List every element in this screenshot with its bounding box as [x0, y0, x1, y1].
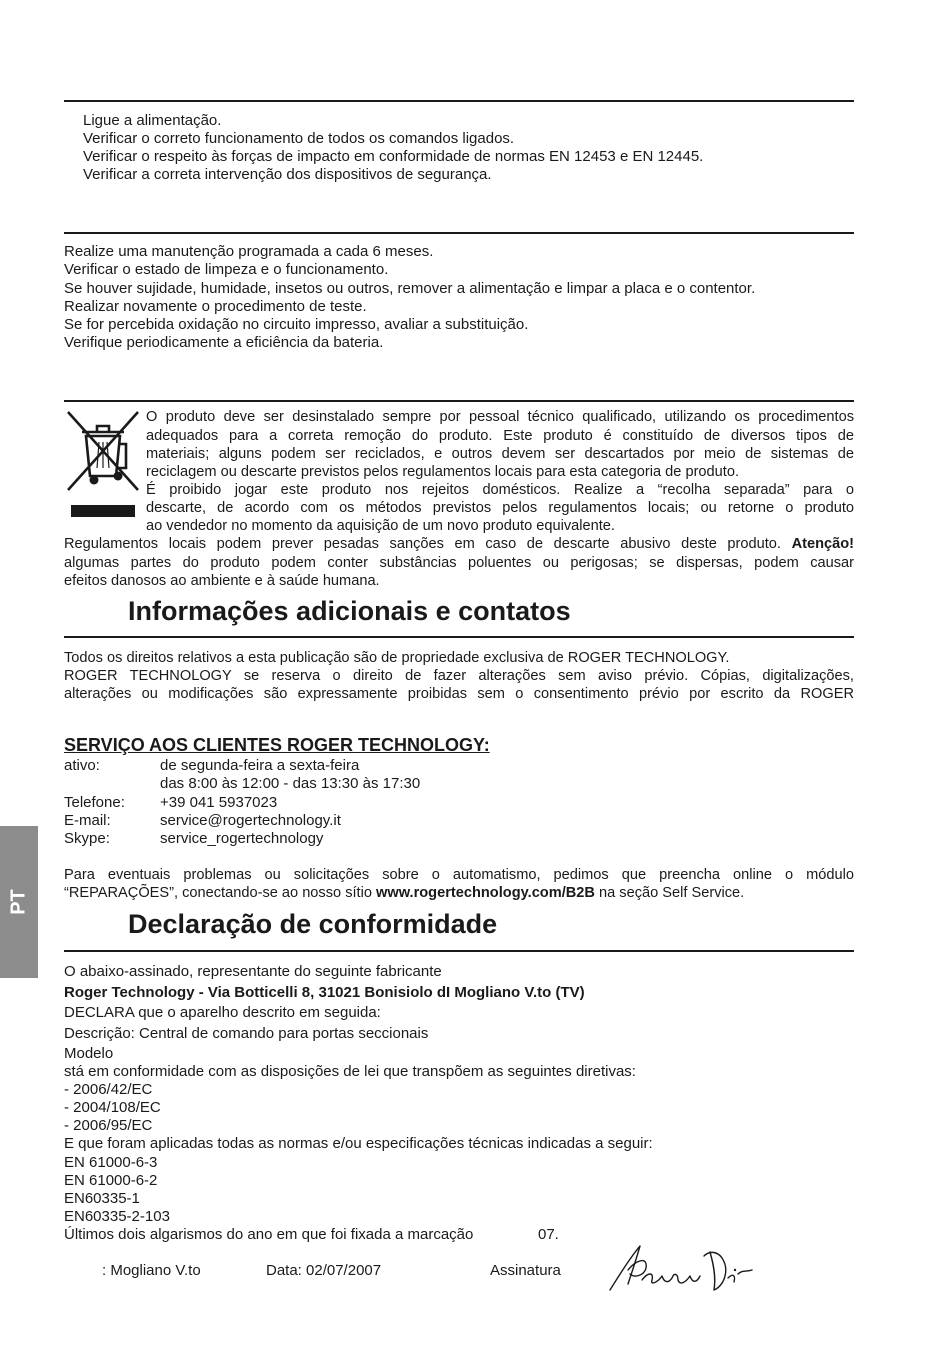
declaration-line: - 2006/42/EC	[64, 1081, 153, 1098]
service-note-line	[64, 884, 744, 902]
maintenance-line: Se houver sujidade, humidade, insetos ou outros, remover a alimentação e limpar a placa e o contentor.	[64, 280, 756, 297]
maintenance-line: Realizar novamente o procedimento de teste.	[64, 298, 367, 315]
info-heading: Informações adicionais e contatos	[128, 596, 571, 626]
section-rule-test	[64, 100, 854, 102]
section-rule-disposal	[64, 400, 854, 402]
info-line: ROGER TECHNOLOGY se reserva o direito de fazer alterações sem aviso prévio. Cópias, digitalizações,	[64, 668, 854, 684]
disposal-line: ao vendedor no momento da aquisição de um novo produto equivalente.	[146, 518, 615, 534]
test-line: Verificar a correta intervenção dos dispositivos de segurança.	[83, 166, 492, 183]
disposal-line: algumas partes do produto podem conter substâncias poluentes ou perigosas; se dispersas, podem causar	[64, 555, 854, 571]
service-phone-label: Telefone:	[64, 794, 125, 811]
disposal-line: É proibido jogar este produto nos rejeitos domésticos. Realize a “recolha separada” para o	[146, 482, 854, 498]
info-line: alterações ou modificações são expressamente proibidas sem o consentimento prévio por escrito da ROGER	[64, 686, 854, 702]
disposal-line: reciclagem ou descarte previstos pelos regulamentos locais para esta categoria de produto.	[146, 464, 739, 480]
signature-label: Assinatura	[490, 1262, 561, 1279]
language-side-tab	[0, 826, 38, 978]
service-email-label: E-mail:	[64, 812, 111, 829]
attention-label: Atenção!	[791, 536, 854, 552]
declaration-line: - 2006/95/EC	[64, 1117, 153, 1134]
declaration-line: E que foram aplicadas todas as normas e/ou especificações técnicas indicadas a seguir:	[64, 1135, 653, 1152]
maintenance-line: Se for percebida oxidação no circuito impresso, avaliar a substituição.	[64, 316, 529, 333]
maintenance-line: Realize uma manutenção programada a cada 6 meses.	[64, 243, 434, 260]
declaration-heading: Declaração de conformidade	[128, 909, 498, 939]
info-line: Todos os direitos relativos a esta publicação são de propriedade exclusiva de ROGER TECHNOLOGY.	[64, 650, 730, 666]
declaration-line: EN60335-2-103	[64, 1208, 170, 1225]
declaration-line: - 2004/108/EC	[64, 1099, 161, 1116]
place: : Mogliano V.to	[102, 1262, 201, 1279]
language-tab-label: PT	[7, 889, 30, 915]
disposal-penalty-text: Regulamentos locais podem prever pesadas sanções em caso de descarte abusivo deste produto.	[64, 536, 781, 552]
service-note-text: “REPARAÇÕES”, conectando-se ao nosso sítio	[64, 885, 377, 901]
maintenance-line: Verificar o estado de limpeza e o funcionamento.	[64, 261, 389, 278]
service-active-days: de segunda-feira a sexta-feira	[160, 757, 360, 774]
disposal-line: O produto deve ser desinstalado sempre por pessoal técnico qualificado, utilizando os procedimentos	[146, 409, 854, 425]
declaration-line: EN 61000-6-3	[64, 1154, 158, 1171]
test-line: Verificar o respeito às forças de impacto em conformidade de normas EN 12453 e EN 12445.	[83, 148, 704, 165]
manufacturer-line: Roger Technology - Via Botticelli 8, 31021 Bonisiolo dI Mogliano V.to (TV)	[64, 984, 585, 1001]
service-note-text: na seção Self Service.	[594, 885, 745, 901]
service-email[interactable]: service@rogertechnology.it	[160, 812, 341, 829]
service-skype: service_rogertechnology	[160, 830, 324, 847]
date: Data: 02/07/2007	[266, 1262, 382, 1279]
section-rule-info	[64, 636, 854, 638]
service-phone: +39 041 5937023	[160, 794, 278, 811]
section-rule-declaration	[64, 950, 854, 952]
declaration-line: EN 61000-6-2	[64, 1172, 158, 1189]
year-text: Últimos dois algarismos do ano em que foi fixada a marcação	[64, 1226, 474, 1243]
disposal-line: efeitos danosos ao ambiente e à saúde humana.	[64, 573, 380, 589]
disposal-line: adequados para a correta remoção do produto. Este produto é constituído de diversos tipos de	[146, 428, 854, 444]
declaration-declares: DECLARA que o aparelho descrito em seguida:	[64, 1004, 381, 1021]
service-skype-label: Skype:	[64, 830, 110, 847]
declaration-description: Descrição: Central de comando para portas seccionais	[64, 1025, 429, 1042]
service-note-line: Para eventuais problemas ou solicitações sobre o automatismo, pedimos que preencha online o módulo	[64, 867, 854, 883]
service-active-hours: das 8:00 às 12:00 - das 13:30 às 17:30	[160, 775, 421, 792]
maintenance-line: Verifique periodicamente a eficiência da bateria.	[64, 334, 384, 351]
handwritten-signature	[606, 1240, 762, 1296]
disposal-line: descarte, de acordo com os métodos previstos pelos regulamentos locais; ou retorne o produto	[146, 500, 854, 516]
declaration-intro: O abaixo-assinado, representante do seguinte fabricante	[64, 963, 442, 980]
weee-crossed-bin-icon	[64, 408, 142, 520]
declaration-line: EN60335-1	[64, 1190, 140, 1207]
declaration-model: Modelo	[64, 1045, 114, 1062]
test-line: Ligue a alimentação.	[83, 112, 222, 129]
b2b-link[interactable]: www.rogertechnology.com/B2B	[376, 885, 595, 901]
test-line: Verificar o correto funcionamento de todos os comandos ligados.	[83, 130, 515, 147]
disposal-penalty-line	[64, 535, 854, 553]
year-value: 07.	[538, 1226, 559, 1243]
disposal-line: materiais; alguns podem ser reciclados, e outros devem ser descartados por meio de sistemas de	[146, 446, 854, 462]
section-rule-maintenance	[64, 232, 854, 234]
service-active-label: ativo:	[64, 757, 100, 774]
service-title: SERVIÇO AOS CLIENTES ROGER TECHNOLOGY:	[64, 735, 490, 755]
declaration-line: stá em conformidade com as disposições de lei que transpõem as seguintes diretivas:	[64, 1063, 636, 1080]
